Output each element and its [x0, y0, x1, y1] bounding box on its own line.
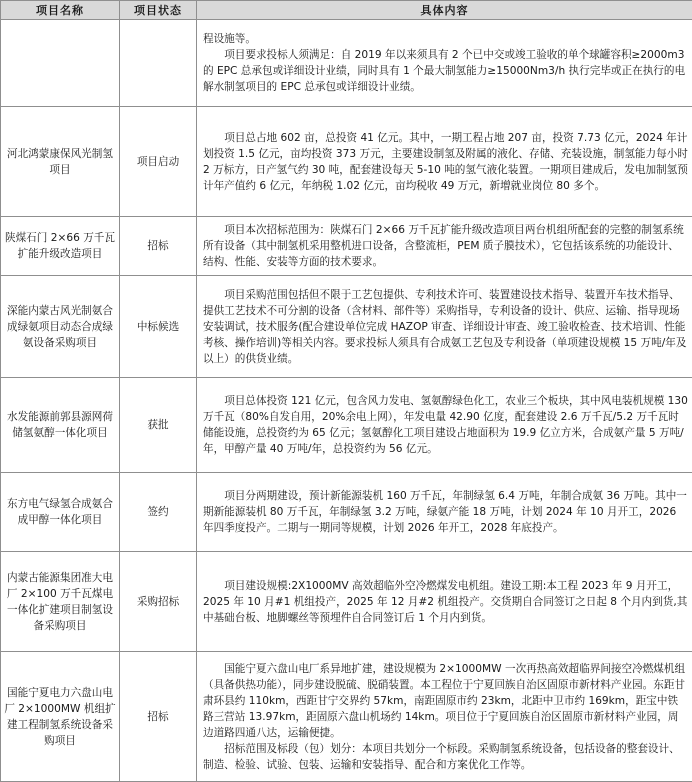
project-status: 签约: [120, 473, 197, 552]
project-status: 项目启动: [120, 107, 197, 217]
header-project-name: 项目名称: [1, 1, 120, 20]
project-status: 招标: [120, 652, 197, 782]
project-content: [197, 378, 692, 473]
table-header-row: [1, 1, 692, 20]
project-status: [120, 20, 197, 107]
project-name: 东方电气绿氢合成氨合成甲醇一体化项目: [1, 473, 120, 552]
project-content: [197, 217, 692, 276]
project-name: 内蒙古能源集团准大电厂 2×100 万千瓦煤电一体化扩建项目制氢设备采购项目: [1, 552, 120, 652]
content-paragraph: 国能宁夏六盘山电厂系异地扩建，建设规模为 2×1000MW 一次再热高效超临界间接空冷燃煤机组（具备供热功能），同步建设脱硫、脱硝装置。本工程位于宁夏回族自治区固原市新材料产业园。东距甘肃环县约 110km，西距甘宁交界约 57km，南距固原市约 23km，北距中卫市约 169km，距宝中铁路三营站 13.97km，距固原六盘山机场约 14km。项目位于宁夏回族自治区固原市新材料产业园，周边道路四通八达，运输便捷。: [203, 661, 688, 741]
content-paragraph: 项目本次招标范围为：陕煤石门 2×66 万千瓦扩能升级改造项目两台机组所配套的完整的制氢系统所有设备（其中制氢机采用整机进口设备，含整流柜，PEM 质子膜技术），它包括该系统的功能设计、结构、性能、安装等方面的技术要求。: [203, 222, 688, 270]
project-content: [197, 20, 692, 107]
project-name: 水发能源前郭县源网荷储氢氨醇一体化项目: [1, 378, 120, 473]
header-project-status: 项目状态: [120, 1, 197, 20]
project-content: [197, 473, 692, 552]
table-row: [1, 473, 692, 552]
project-content: [197, 276, 692, 378]
project-content: [197, 107, 692, 217]
content-paragraph: 项目分两期建设，预计新能源装机 160 万千瓦，年制绿氢 6.4 万吨，年制合成氨 36 万吨。其中一期新能源装机 80 万千瓦，年制绿氢 3.2 万吨，绿氨产能 18 万吨，计划 2024 年 10 月开工，2026 年四季度投产。二期与一期同等规模，计划 2026 年开工，2028 年底投产。: [203, 488, 688, 536]
project-content: [197, 552, 692, 652]
table-row: [1, 378, 692, 473]
content-paragraph: 项目采购范围包括但不限于工艺包提供、专利技术许可、装置建设技术指导、装置开车技术指导、提供工艺技术不可分割的设备（含材料、部件等）采购指导，专利设备的设计、供应、运输、指导现场安装调试，技术服务(配合建设单位完成 HAZOP 审查、详细设计审查、竣工验收检查、技术培训、性能考核、操作培训)等相关内容。要求投标人须具有合成氨工艺包及专利设备（单项建设规模 15 万吨/年及以上）的供货业绩。: [203, 287, 688, 367]
project-status: 采购招标: [120, 552, 197, 652]
table-row: [1, 107, 692, 217]
content-paragraph: 招标范围及标段（包）划分：本项目共划分一个标段。采购制氢系统设备，包括设备的整套设计、制造、检验、试验、包装、运输和安装指导、配合和方案优化工作等。: [203, 741, 688, 773]
table-row: [1, 217, 692, 276]
header-content: 具体内容: [197, 1, 692, 20]
project-status: 招标: [120, 217, 197, 276]
table-row: [1, 20, 692, 107]
content-paragraph: 程设施等。: [203, 31, 688, 47]
content-paragraph: 项目要求投标人须满足：自 2019 年以来须具有 2 个已中交或竣工验收的单个球罐容积≥2000m3 的 EPC 总承包或详细设计业绩，同时具有 1 个最大制氢能力≥15000Nm3/h 执行完毕或正在执行的电解水制氢项目的 EPC 总承包或详细设计业绩。: [203, 47, 688, 95]
table-row: [1, 552, 692, 652]
project-name: 深能内蒙古风光制氨合成绿氨项目动态合成绿氨设备采购项目: [1, 276, 120, 378]
project-status: 中标候选: [120, 276, 197, 378]
table-row: [1, 276, 692, 378]
project-content: [197, 652, 692, 782]
project-name: [1, 20, 120, 107]
project-name: 河北鸿蒙康保风光制氢项目: [1, 107, 120, 217]
content-paragraph: 项目建设规模:2X1000MV 高效超临外空冷燃煤发电机组。建设工期:本工程 2023 年 9 月开工，2025 年 10 月#1 机组投产，2025 年 12 月#2 机组投产。交货期自合同签订之日起 8 个月内到货,其中基础台板、地脚螺丝等预埋件自合同签订后 1 个月内到货。: [203, 578, 688, 626]
project-name: 陕煤石门 2×66 万千瓦扩能升级改造项目: [1, 217, 120, 276]
table-row: [1, 652, 692, 782]
content-paragraph: 项目总占地 602 亩，总投资 41 亿元。其中，一期工程占地 207 亩，投资 7.73 亿元，2024 年计划投资 1.5 亿元，亩均投资 373 万元，主要建设制氢及附属的液化、存储、充装设施，制氢能力每小时 2 万标方，日产氢气约 30 吨，配套建设每天 5-10 吨的氢气液化装置。一期项目建成后，发电加制氢预计年产值约 6 亿元，年纳税 1.02 亿元，亩均税收 49 万元，新增就业岗位 80 多个。: [203, 130, 688, 194]
project-name: 国能宁夏电力六盘山电厂 2×1000MW 机组扩建工程制氢系统设备采购项目: [1, 652, 120, 782]
project-status: 获批: [120, 378, 197, 473]
content-paragraph: 项目总体投资 121 亿元，包含风力发电、氢氨醇绿色化工，农业三个板块，其中风电装机规模 130 万千瓦（80%自发自用，20%余电上网），年发电量 42.90 亿度，配套建设 2.6 万千瓦/5.2 万千瓦时储能设施，总投资约为 65 亿元；氢氨醇化工项目建设占地面积为 19.9 亿立方米，合成氨产量 5 万吨/年，甲醇产量 40 万吨/年，总投资约为 56 亿元。: [203, 393, 688, 457]
